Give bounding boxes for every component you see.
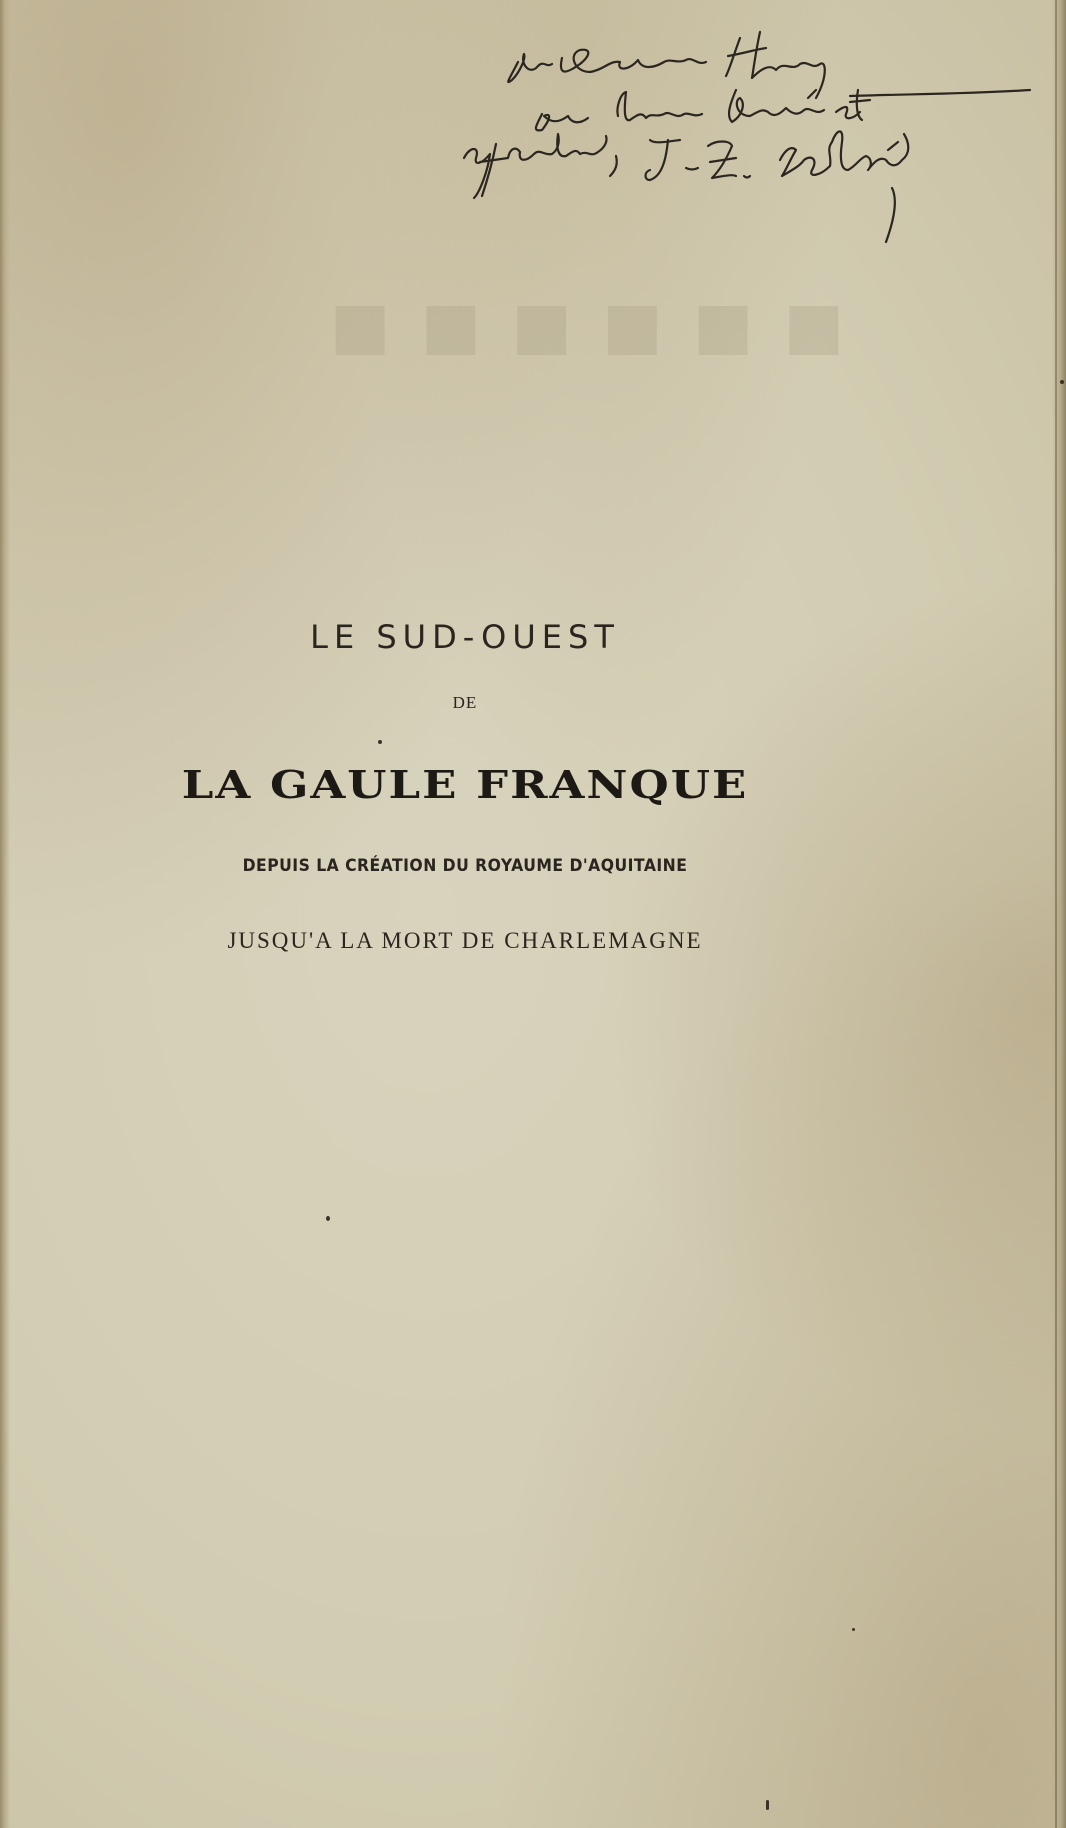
subtitle-mort-charlemagne: JUSQU'A LA MORT DE CHARLEMAGNE [227,928,703,953]
paper-speck [378,740,382,744]
page-left-edge [0,0,10,1828]
title-main-gaule-franque: LA GAULE FRANQUE [181,761,749,808]
paper-speck [1060,380,1064,384]
paper-speck [326,1216,330,1221]
title-connector-de: DE [452,693,478,712]
title-line-sud-ouest: LE SUD-OUEST [310,618,620,656]
dedication-signature-drawing [440,20,1040,250]
show-through-text: ■ ■ ■ ■ ■ ■ [330,288,849,363]
paper-speck [766,1800,769,1810]
handwritten-dedication [440,20,1040,250]
paper-speck [852,1628,855,1631]
subtitle-creation-royaume: DEPUIS LA CRÉATION DU ROYAUME D'AQUITAINE [242,856,688,876]
binding-line [1055,0,1057,1828]
